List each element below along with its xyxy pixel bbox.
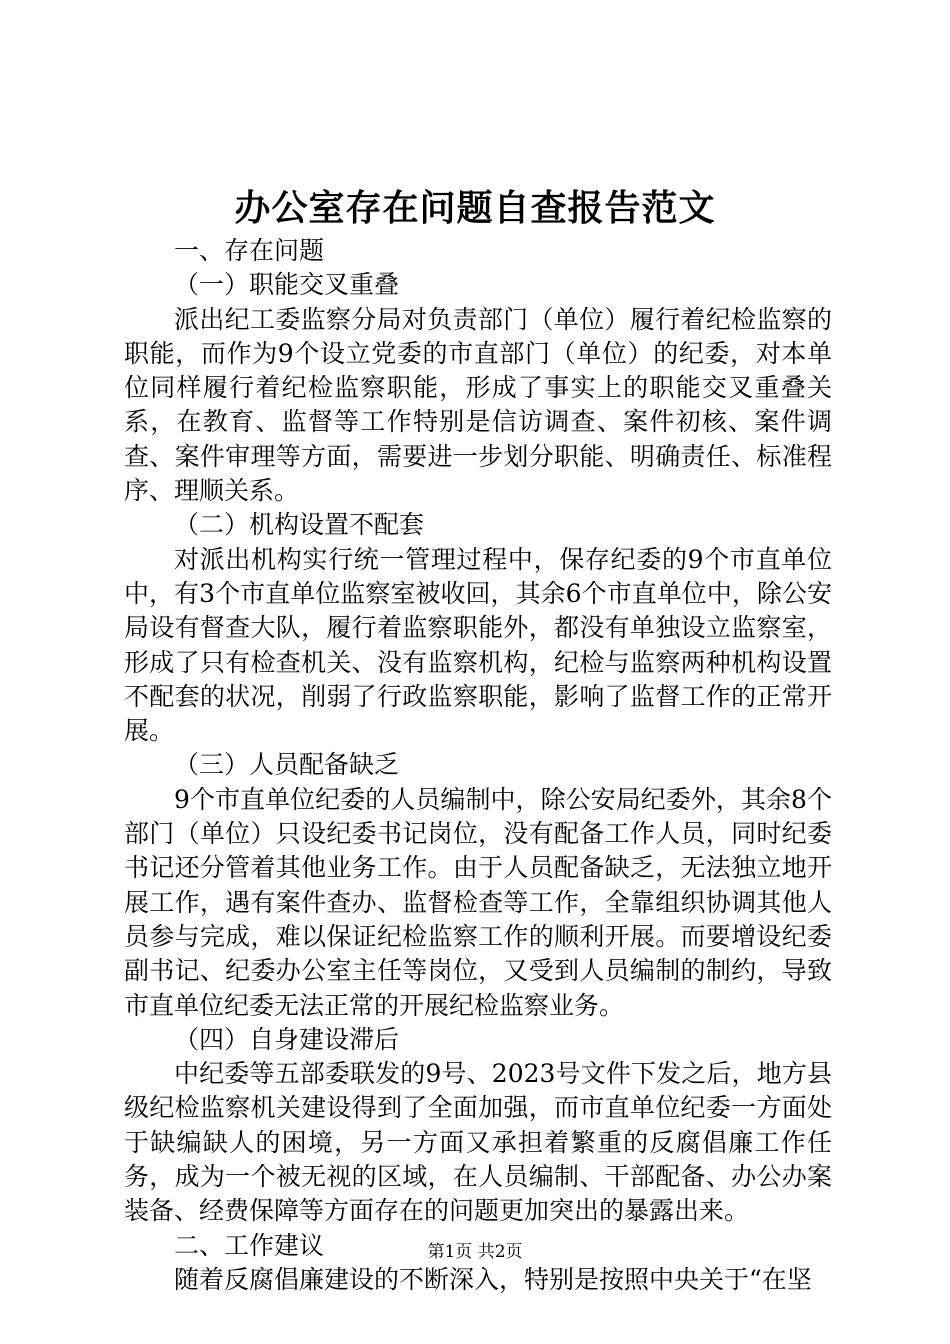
subsection-heading-1: （一）职能交叉重叠 <box>174 270 400 300</box>
subsection-heading-2: （二）机构设置不配套 <box>174 510 425 540</box>
section-heading-suggestions: 二、工作建议 <box>174 1230 325 1260</box>
paragraph-5: 随着反腐倡廉建设的不断深入，特别是按照中央关于“在坚 <box>174 1264 812 1294</box>
paragraph-2: 对派出机构实行统一管理过程中，保存纪委的9个市直单位中，有3个市直单位监察室被收回，其余6个市直单位中，除公安局设有督查大队，履行着监察职能外，都没有单独设立监察室，形成了只有检查机关、没有监察机构，纪检与监察两种机构设置不配套的状况，削弱了行政监察职能，影响了监督工作的正常开展。 <box>124 544 832 746</box>
page-number-footer: 第1页 共2页 <box>427 1242 523 1262</box>
paragraph-4: 中纪委等五部委联发的9号、2023号文件下发之后，地方县级纪检监察机关建设得到了全面加强，而市直单位纪委一方面处于缺编缺人的困境，另一方面又承担着繁重的反腐倡廉工作任务，成为一个被无视的区域，在人员编制、干部配备、办公办案装备、经费保障等方面存在的问题更加突出的暴露出来。 <box>124 1059 832 1226</box>
section-heading-problems: 一、存在问题 <box>174 236 325 265</box>
paragraph-3: 9个市直单位纪委的人员编制中，除公安局纪委外，其余8个部门（单位）只设纪委书记岗位，没有配备工作人员，同时纪委书记还分管着其他业务工作。由于人员配备缺乏，无法独立地开展工作，遇有案件查办、监督检查等工作，全靠组织协调其他人员参与完成，难以保证纪检监察工作的顺利开展。而要增设纪委副书记、纪委办公室主任等岗位，又受到人员编制的制约，导致市直单位纪委无法正常的开展纪检监察业务。 <box>124 784 832 1020</box>
document-body <box>124 234 832 1297</box>
document-title: 办公室存在问题自查报告范文 <box>234 187 716 229</box>
subsection-heading-4: （四）自身建设滞后 <box>174 1024 400 1054</box>
paragraph-1: 派出纪工委监察分局对负责部门（单位）履行着纪检监察的职能，而作为9个设立党委的市直部门（单位）的纪委，对本单位同样履行着纪检监察职能，形成了事实上的职能交叉重叠关系，在教育、监督等工作特别是信访调查、案件初核、案件调查、案件审理等方面，需要进一步划分职能、明确责任、标准程序、理顺关系。 <box>124 304 832 506</box>
subsection-heading-3: （三）人员配备缺乏 <box>174 750 400 780</box>
